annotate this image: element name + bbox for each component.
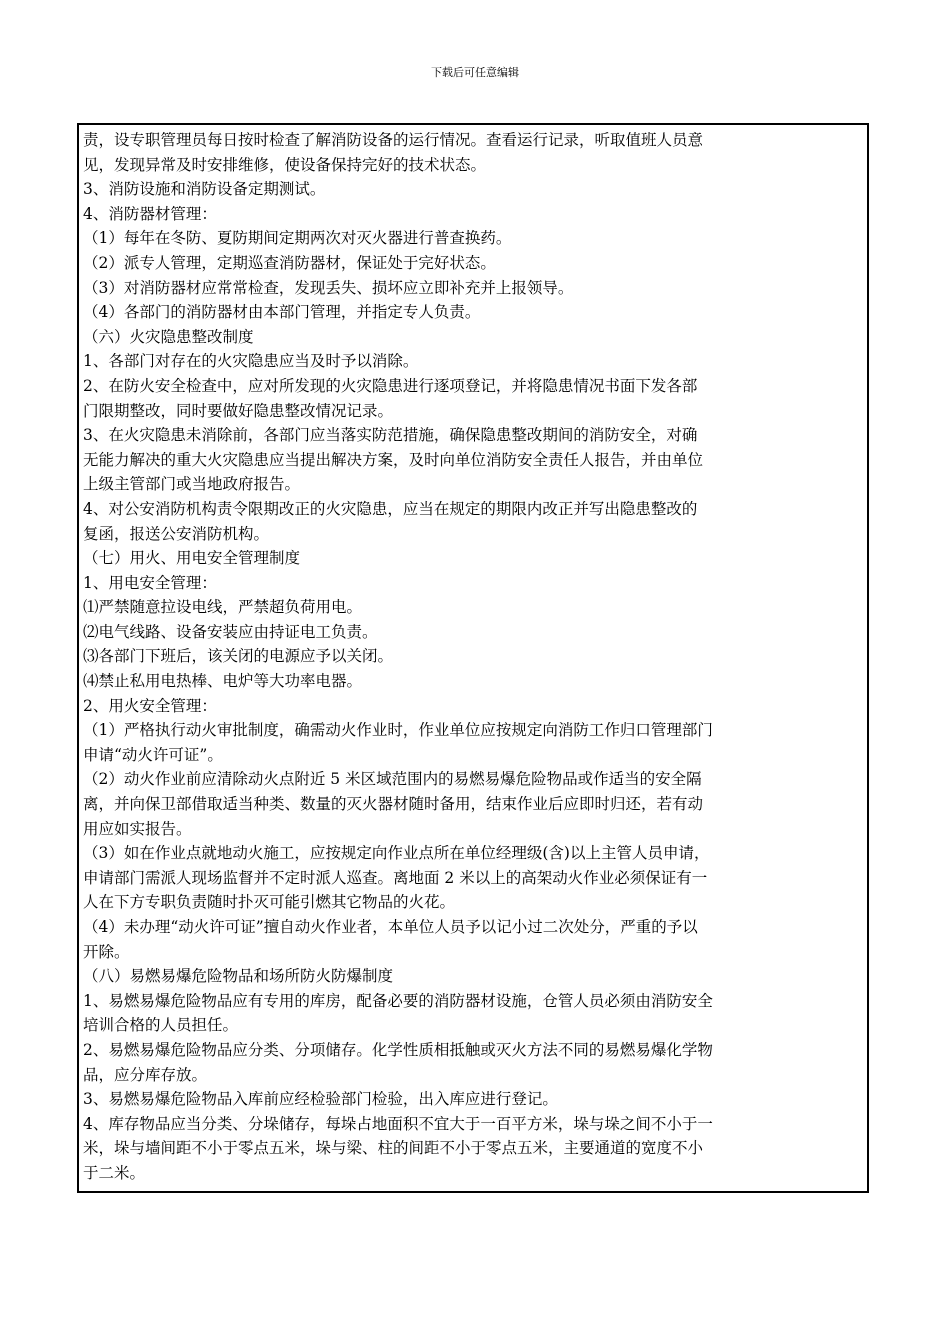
text-line: 申请部门需派人现场监督并不定时派人巡查。离地面 2 米以上的高架动火作业必须保证有一 (83, 868, 708, 887)
text-line: 上级主管部门或当地政府报告。 (83, 475, 301, 494)
text-line: 4、对公安消防机构责令限期改正的火灾隐患，应当在规定的期限内改正并写出隐患整改的 (83, 499, 698, 518)
text-line: 无能力解决的重大火灾隐患应当提出解决方案，及时向单位消防安全责任人报告，并由单位 (83, 450, 704, 469)
text-line: 2、用火安全管理： (83, 696, 217, 715)
text-line: 3、在火灾隐患未消除前，各部门应当落实防范措施，确保隐患整改期间的消防安全，对确 (83, 426, 698, 445)
text-line: 3、易燃易爆危险物品入库前应经检验部门检验，出入库应进行登记。 (83, 1090, 558, 1109)
text-line: 米，垛与墙间距不小于零点五米，垛与梁、柱的间距不小于零点五米，主要通道的宽度不小 (83, 1139, 704, 1158)
text-line: 于二米。 (83, 1163, 146, 1182)
text-line: （4）未办理“动火许可证”擅自动火作业者，本单位人员予以记小过二次处分，严重的予以 (83, 918, 698, 936)
text-line: 见，发现异常及时安排维修，使设备保持完好的技术状态。 (83, 155, 487, 174)
text-line: （3）对消防器材应常常检查，发现丢失、损坏应立即补充并上报领导。 (83, 278, 574, 297)
text-line: 责，设专职管理员每日按时检查了解消防设备的运行情况。查看运行记录，听取值班人员意 (83, 131, 704, 149)
text-line: （4）各部门的消防器材由本部门管理，并指定专人负责。 (83, 303, 481, 322)
text-line: （2）动火作业前应清除动火点附近 5 米区域范围内的易燃易爆危险物品或作适当的安全隔 (83, 770, 702, 789)
text-line: 培训合格的人员担任。 (83, 1016, 239, 1035)
text-line: 4、消防器材管理： (83, 204, 217, 223)
page-header: 下载后可任意编辑 (431, 66, 519, 79)
text-line: 开除。 (83, 942, 130, 961)
text-line: 1、用电安全管理： (83, 573, 217, 592)
text-line: ⑵电气线路、设备安装应由持证电工负责。 (83, 622, 378, 641)
text-line: （1）每年在冬防、夏防期间定期两次对灭火器进行普查换药。 (83, 229, 512, 248)
text-line: ⑴严禁随意拉设电线，严禁超负荷用电。 (83, 598, 363, 617)
text-line: 人在下方专职负责随时扑灭可能引燃其它物品的火花。 (83, 893, 456, 912)
text-line: 1、各部门对存在的火灾隐患应当及时予以消除。 (83, 352, 419, 371)
text-line: 品，应分库存放。 (83, 1065, 208, 1084)
section-heading: （八）易燃易爆危险物品和场所防火防爆制度 (83, 967, 394, 986)
text-line: 离，并向保卫部借取适当种类、数量的灭火器材随时备用，结束作业后应即时归还，若有动 (83, 795, 704, 814)
text-line: 2、在防火安全检查中，应对所发现的火灾隐患进行逐项登记，并将隐患情况书面下发各部 (83, 376, 698, 395)
text-line: 用应如实报告。 (83, 819, 192, 838)
section-heading: （六）火灾隐患整改制度 (83, 327, 254, 346)
text-line: 4、库存物品应当分类、分垛储存，每垛占地面积不宜大于一百平方米，垛与垛之间不小于一 (83, 1114, 713, 1133)
text-line: （1）严格执行动火审批制度，确需动火作业时，作业单位应按规定向消防工作归口管理部门 (83, 721, 713, 740)
text-line: （2）派专人管理，定期巡查消防器材，保证处于完好状态。 (83, 253, 496, 272)
section-heading: （七）用火、用电安全管理制度 (83, 549, 301, 568)
text-line: 申请“动火许可证”。 (83, 745, 223, 764)
document-frame (77, 123, 869, 1193)
text-line: 复函，报送公安消防机构。 (83, 524, 270, 543)
text-line: 1、易燃易爆危险物品应有专用的库房，配备必要的消防器材设施，仓管人员必须由消防安全 (83, 991, 713, 1010)
text-line: ⑶各部门下班后，该关闭的电源应予以关闭。 (83, 647, 394, 666)
text-line: （3）如在作业点就地动火施工，应按规定向作业点所在单位经理级(含)以上主管人员申请， (83, 844, 710, 863)
text-line: 3、消防设施和消防设备定期测试。 (83, 180, 326, 199)
text-line: 2、易燃易爆危险物品应分类、分项储存。化学性质相抵触或灭火方法不同的易燃易爆化学物 (83, 1040, 713, 1059)
text-line: 门限期整改，同时要做好隐患整改情况记录。 (83, 401, 394, 420)
text-line: ⑷禁止私用电热棒、电炉等大功率电器。 (83, 672, 363, 691)
